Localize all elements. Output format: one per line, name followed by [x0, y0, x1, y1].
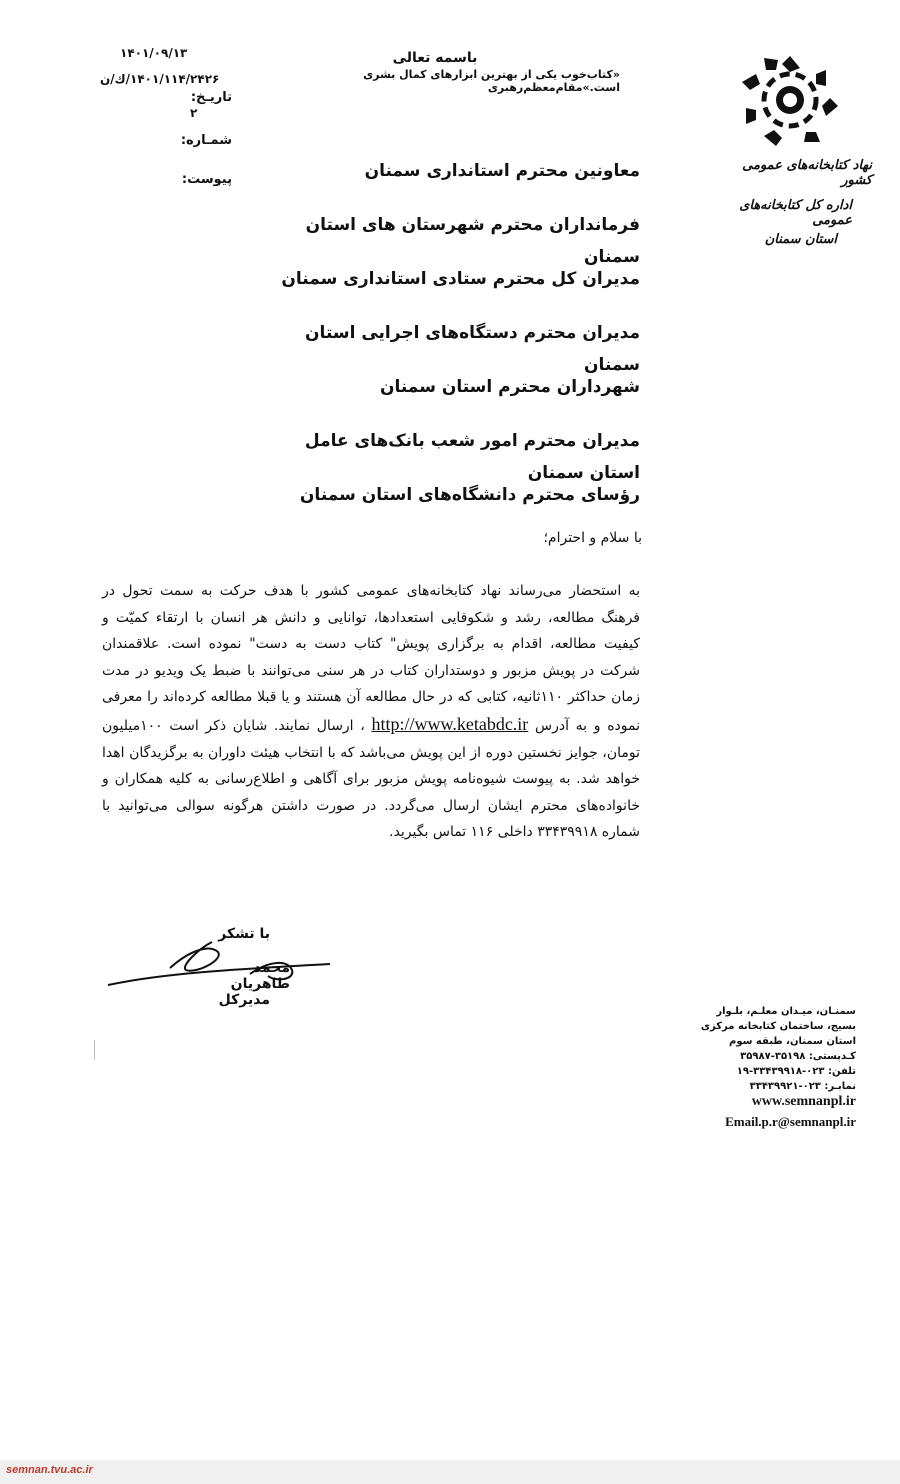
- leader-quote: «کتاب‌خوب یکی از بهترین ابزارهای کمال بشری است.»مقام‌معظم‌رهبری: [363, 68, 620, 94]
- greeting: با سلام و احترام؛: [543, 530, 642, 546]
- email-address[interactable]: Email.p.r@semnanpl.ir: [725, 1114, 856, 1129]
- fax-row: [700, 1079, 856, 1094]
- library-logo-icon: [730, 48, 850, 158]
- recipient-line: فرمانداران محترم شهرستان های استان سمنان: [305, 215, 640, 267]
- signatory-title: مدیرکل: [218, 992, 270, 1008]
- phone-label: تلفن:: [827, 1066, 856, 1077]
- watermark-bar: [0, 1460, 900, 1484]
- address-line3: استان سمنان، طبقه سوم: [729, 1036, 856, 1047]
- org-name-line3: استان سمنان: [764, 232, 837, 247]
- date-value: ۱۴۰۱/۰۹/۱۳: [120, 46, 188, 60]
- recipient-line: مدیران محترم دستگاه‌های اجرایی استان سمنان: [305, 323, 640, 375]
- fax-number: ۰۲۳-۳۳۴۳۹۹۲۱: [749, 1081, 821, 1092]
- recipient-line: مدیران محترم امور شعب بانک‌های عامل استان سمنان: [304, 431, 640, 483]
- body-part2: ، ارسال نمایند. شایان ذکر است ۱۰۰میلیون تومان، جوایز نخستین دوره از این پویش می‌باشد که با انتخاب هیئت داوران به برگزیدگان اهدا خواهد شد. به پیوست شیوه‌نامه پویش مزبور برای آگاهی و اطلاع‌رسانی به کلیه همکاران و خانواده‌های محترم ایشان ارسال می‌گردد. در صورت داشتن هرگونه سوالی می‌توانید با شماره ۳۳۴۳۹۹۱۸ داخلی ۱۱۶ تماس بگیرید.: [102, 717, 640, 841]
- org-name-line1: نهاد کتابخانه‌های عمومی کشور: [742, 158, 872, 188]
- divider: [94, 1040, 95, 1060]
- fax-label: نمابـر:: [824, 1081, 856, 1092]
- postal-row: [700, 1049, 856, 1064]
- signatory-name: محمد طاهریان: [230, 960, 290, 992]
- org-name-line2: اداره کل کتابخانه‌های عمومی: [739, 198, 852, 228]
- attachment-label: پیوست:: [181, 172, 232, 187]
- letter-body: [102, 578, 640, 846]
- number-label: شمـاره:: [180, 133, 232, 148]
- basmala: باسمه تعالی: [392, 50, 478, 66]
- contact-block: [700, 1004, 856, 1094]
- recipient-line: رؤسای محترم دانشگاه‌های استان سمنان: [299, 485, 640, 505]
- phone-number: ۰۲۳-۳۳۴۳۹۹۱۸-۱۹: [736, 1066, 825, 1077]
- watermark-text: semnan.tvu.ac.ir: [6, 1464, 93, 1476]
- postal-code: ۳۵۱۹۸-۳۵۹۸۷: [740, 1051, 806, 1062]
- signature-thanks: با تشکر: [218, 926, 270, 942]
- letter-number-value: ۱۴۰۱/۱۱۴/۲۴۲۶/ك/ن: [100, 72, 220, 86]
- body-part1: به استحضار می‌رساند نهاد کتابخانه‌های عمومی کشور با هدف حرکت به سمت تحول در فرهنگ مطالعه، رشد و شکوفایی استعدادها، توانایی و دانش هر انسان با ارتقاء کمیّت و کیفیت مطالعه، اقدام به برگزاری پویش" کتاب دست به دست" نموده است. علاقمندان شرکت در پویش مزبور و دوستداران کتاب در هر سنی می‌توانند با ضبط یک ویدیو در مدت زمان حداکثر ۱۱۰ثانیه، کتابی که در حال مطالعه آن هستند و یا قبلا مطالعه کرده‌اند را معرفی نموده و به آدرس: [102, 583, 641, 734]
- campaign-url-link[interactable]: http://www.ketabdc.ir: [371, 713, 529, 734]
- address-line2: بسیج، ساختمان کتابخانه مرکزی: [700, 1021, 856, 1032]
- date-label: تاریـخ:: [190, 90, 232, 105]
- attachment-count-value: ۲: [190, 106, 198, 120]
- recipient-line: مدیران کل محترم ستادی استانداری سمنان: [281, 269, 640, 289]
- recipients-list: [250, 155, 640, 533]
- website-link[interactable]: www.semnanpl.ir: [751, 1094, 856, 1109]
- recipient-line: شهرداران محترم استان سمنان: [379, 377, 640, 397]
- recipient-line: معاونین محترم استانداری سمنان: [364, 161, 640, 181]
- phone-row: [700, 1064, 856, 1079]
- address-line1: سمنـان، میـدان معلـم، بلـوار: [716, 1006, 856, 1017]
- postal-label: کـدپستی:: [808, 1051, 856, 1062]
